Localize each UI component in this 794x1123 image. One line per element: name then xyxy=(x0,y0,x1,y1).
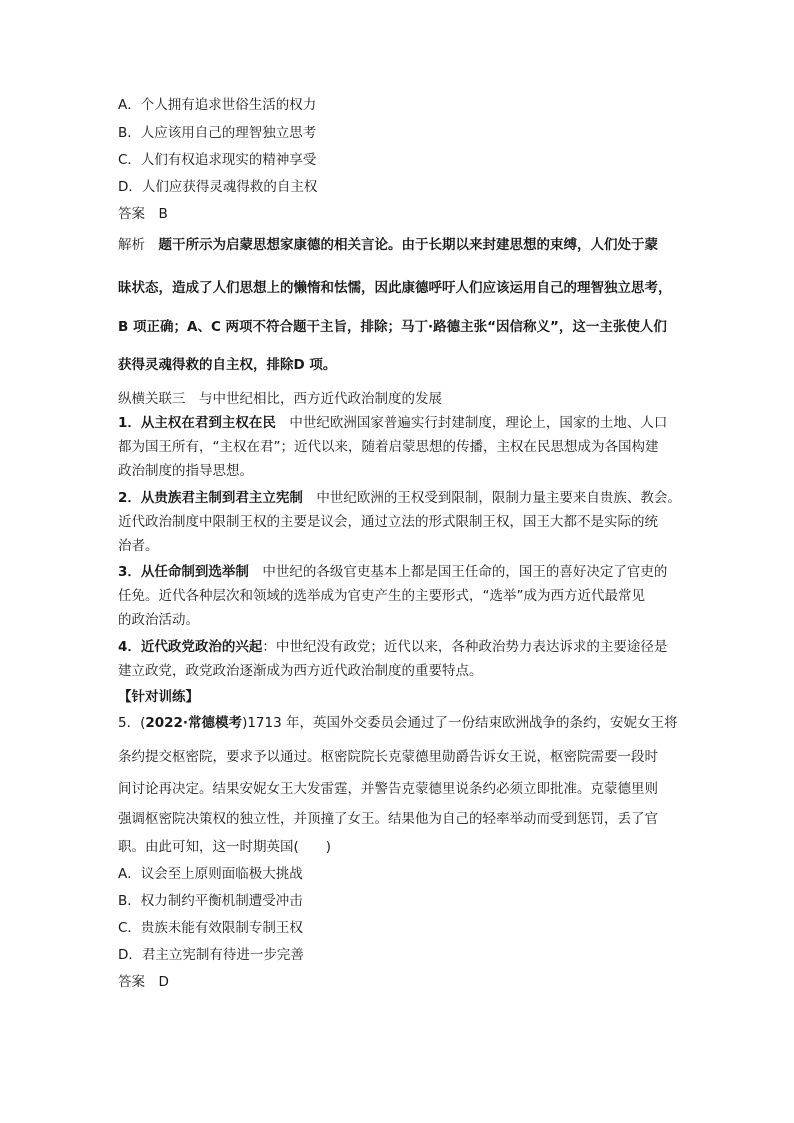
training-label: 【针对训练】 xyxy=(118,689,199,705)
q5-answer: 答案 D xyxy=(118,974,169,990)
point-3-line-1 xyxy=(118,563,678,581)
point-3-label: 3．从任命制到选举制 xyxy=(118,564,249,580)
point-2-line-2: 近代政治制度中限制王权的主要是议会，通过立法的形式限制王权，国王大都不是实际的统 xyxy=(118,514,658,530)
q5-option-d: D．君主立宪制有待进一步完善 xyxy=(118,947,304,963)
q5-source: 2022·常德模考 xyxy=(145,715,243,731)
q5-number: 5．( xyxy=(118,715,146,731)
q5-option-a: A．议会至上原则面临极大挑战 xyxy=(118,866,303,882)
q4-option-d: D．人们应获得灵魂得救的自主权 xyxy=(118,179,318,195)
q4-analysis-line-2: 昧状态，造成了人们思想上的懒惰和怯懦，因此康德呼吁人们应该运用自己的理智独立思考， xyxy=(118,280,672,296)
point-2-label: 2．从贵族君主制到君主立宪制 xyxy=(118,490,303,506)
q5-stem-line-3: 间讨论再决定。结果安妮女王大发雷霆，并警告克蒙德里说条约必须立即批准。克蒙德里则 xyxy=(118,781,658,797)
q4-option-c: C．人们有权追求现实的精神享受 xyxy=(118,152,317,168)
point-2-line-3: 治者。 xyxy=(118,538,159,554)
point-2-line-1 xyxy=(118,489,681,507)
analysis-text: 题干所示为启蒙思想家康德的相关言论。由于长期以来封建思想的束缚，人们处于蒙 xyxy=(158,237,658,253)
point-4-line-1: 4．近代政党政治的兴起：中世纪没有政党；近代以来，各种政治势力表达诉求的主要途径是 xyxy=(118,639,668,655)
point-1-line-1 xyxy=(118,414,678,432)
point-1-label: 1．从主权在君到主权在民 xyxy=(118,415,276,431)
analysis-label: 解析 xyxy=(118,237,159,253)
q4-option-a: A．个人拥有追求世俗生活的权力 xyxy=(118,97,317,113)
q5-stem-line-1 xyxy=(118,714,678,732)
point-4-line-2: 建立政党，政党政治逐渐成为西方近代政治制度的重要特点。 xyxy=(118,663,483,679)
q5-stem-line-2: 条约提交枢密院，要求予以通过。枢密院院长克蒙德里勋爵告诉女王说，枢密院需要一段时 xyxy=(118,749,658,765)
q5-stem-start: )1713 年，英国外交委员会通过了一份结束欧洲战争的条约，安妮女王将 xyxy=(242,715,678,731)
point-1-line-2: 都为国王所有，“主权在君”；近代以来，随着启蒙思想的传播，主权在民思想成为各国构建 xyxy=(118,439,659,455)
point-1-text: 中世纪欧洲国家普遍实行封建制度，理论上，国家的土地、人口 xyxy=(289,415,668,431)
point-2-text: 中世纪欧洲的王权受到限制，限制力量主要来自贵族、教会。 xyxy=(316,490,681,506)
q5-option-b: B．权力制约平衡机制遭受冲击 xyxy=(118,893,303,909)
point-1-line-3: 政治制度的指导思想。 xyxy=(118,463,253,479)
q4-answer: 答案 B xyxy=(118,206,168,222)
point-4-label: 4．近代政党政治的兴起 xyxy=(118,639,263,655)
q4-analysis-line-1 xyxy=(118,236,678,254)
point-3-line-3: 的政治活动。 xyxy=(118,612,199,628)
point-3-line-2: 任免。近代各种层次和领域的选举成为官吏产生的主要形式，“选举”成为西方近代最常见 xyxy=(118,588,645,604)
section-title: 纵横关联三 与中世纪相比，西方近代政治制度的发展 xyxy=(118,391,442,407)
q5-stem-line-5: 职。由此可知，这一时期英国( ) xyxy=(118,839,332,855)
point-3-text: 中世纪的各级官吏基本上都是国王任命的，国王的喜好决定了官吏的 xyxy=(262,564,668,580)
q5-option-c: C．贵族未能有效限制专制王权 xyxy=(118,920,303,936)
q5-stem-line-4: 强调枢密院决策权的独立性，并顶撞了女王。结果他为自己的轻率举动而受到惩罚，丢了官 xyxy=(118,811,658,827)
q4-option-b: B．人应该用自己的理智独立思考 xyxy=(118,125,317,141)
q4-analysis-line-4: 获得灵魂得救的自主权，排除D 项。 xyxy=(118,357,337,373)
point-4-text: 中世纪没有政党；近代以来，各种政治势力表达诉求的主要途径是 xyxy=(275,639,668,655)
q4-analysis-line-3: B 项正确；A、C 两项不符合题干主旨，排除；马丁·路德主张“因信称义”，这一主张使人们 xyxy=(118,319,667,335)
